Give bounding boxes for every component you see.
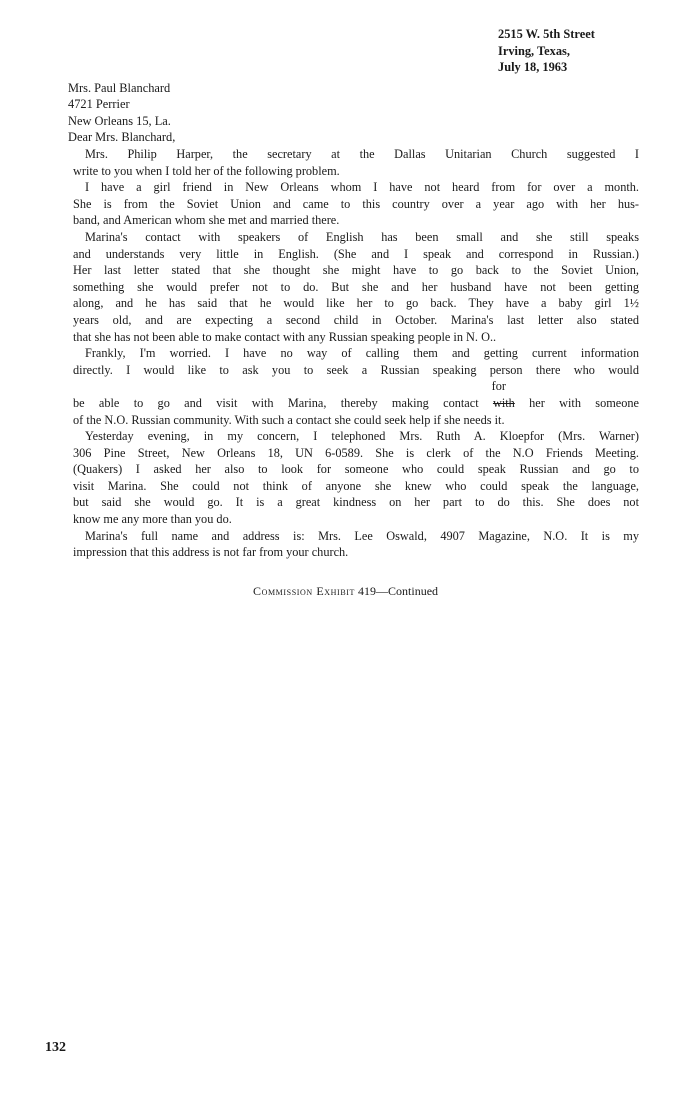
recipient-city: New Orleans 15, La.	[68, 113, 171, 128]
body-line: Marina's contact with speakers of English has been small and she still speaks	[85, 229, 639, 244]
letter-body	[73, 146, 639, 561]
paragraph-1	[73, 146, 639, 179]
body-line: I have a girl friend in New Orleans whom I have not heard from for over a month.	[85, 180, 639, 195]
paragraph-3	[73, 229, 639, 345]
body-line: (Quakers) I asked her also to look for someone who could speak Russian and go to	[73, 462, 639, 477]
paragraph-5	[73, 428, 639, 528]
body-line: Marina's full name and address is: Mrs. Lee Oswald, 4907 Magazine, N.O. It is my	[85, 528, 639, 543]
body-line: along, and he has said that he would like her to go back. They have a baby girl 1½	[73, 296, 639, 311]
page-number: 132	[45, 1040, 66, 1055]
body-line: that she has not been able to make contact with any Russian speaking people in N. O..	[73, 329, 497, 344]
body-line: She is from the Soviet Union and came to this country over a year ago with her hus-	[73, 196, 639, 211]
body-line: Her last letter stated that she thought she might have to go back to the Soviet Union,	[73, 263, 639, 278]
handwritten-insertion: for	[491, 379, 506, 394]
body-text: her with someone	[514, 395, 639, 410]
body-line: Mrs. Philip Harper, the secretary at the Dallas Unitarian Church suggested I	[85, 147, 639, 161]
body-line: something she would prefer not to do. But she and her husband have not been getting	[73, 279, 639, 294]
exhibit-caption	[0, 584, 691, 599]
exhibit-label: Commission Exhibit	[252, 584, 356, 598]
letter-date: July 18, 1963	[498, 60, 568, 75]
paragraph-2	[73, 179, 639, 229]
body-text: be able to go and visit with Marina, thereby making contact	[73, 395, 493, 410]
body-line: 306 Pine Street, New Orleans 18, UN 6-0589. She is clerk of the N.O Friends Meeting.	[73, 445, 639, 460]
recipient-name: Mrs. Paul Blanchard	[68, 81, 171, 95]
paragraph-6	[73, 528, 639, 561]
paragraph-4	[73, 345, 639, 428]
return-address	[498, 26, 595, 76]
body-line: visit Marina. She could not think of anyone she knew who could speak the language,	[73, 478, 639, 493]
body-line: of the N.O. Russian community. With such a contact she could seek help if she needs it.	[73, 412, 505, 427]
body-line: and understands very little in English. (She and I speak and correspond in Russian.)	[73, 246, 639, 261]
salutation: Dear Mrs. Blanchard,	[68, 130, 176, 145]
exhibit-number: 419	[358, 584, 377, 598]
body-line: Frankly, I'm worried. I have no way of calling them and getting current information	[85, 346, 639, 361]
body-line: impression that this address is not far from your church.	[73, 545, 349, 560]
body-line: write to you when I told her of the following problem.	[73, 163, 340, 178]
struck-word: with	[492, 395, 515, 410]
body-line-with-strikethrough	[73, 395, 639, 412]
exhibit-suffix: —Continued	[376, 584, 439, 598]
return-city: Irving, Texas,	[498, 43, 570, 58]
body-line: years old, and are expecting a second child in October. Marina's last letter also stated	[73, 312, 639, 327]
return-street: 2515 W. 5th Street	[498, 27, 595, 41]
body-line: directly. I would like to ask you to seek a Russian speaking person there who would	[73, 362, 639, 377]
body-line: band, and American whom she met and married there.	[73, 213, 340, 228]
body-line: know me any more than you do.	[73, 512, 232, 527]
recipient-address	[68, 80, 175, 146]
recipient-street: 4721 Perrier	[68, 97, 130, 112]
body-line: Yesterday evening, in my concern, I telephoned Mrs. Ruth A. Kloepfor (Mrs. Warner)	[85, 429, 639, 444]
body-line: but said she would go. It is a great kindness on her part to do this. She does not	[73, 495, 639, 510]
